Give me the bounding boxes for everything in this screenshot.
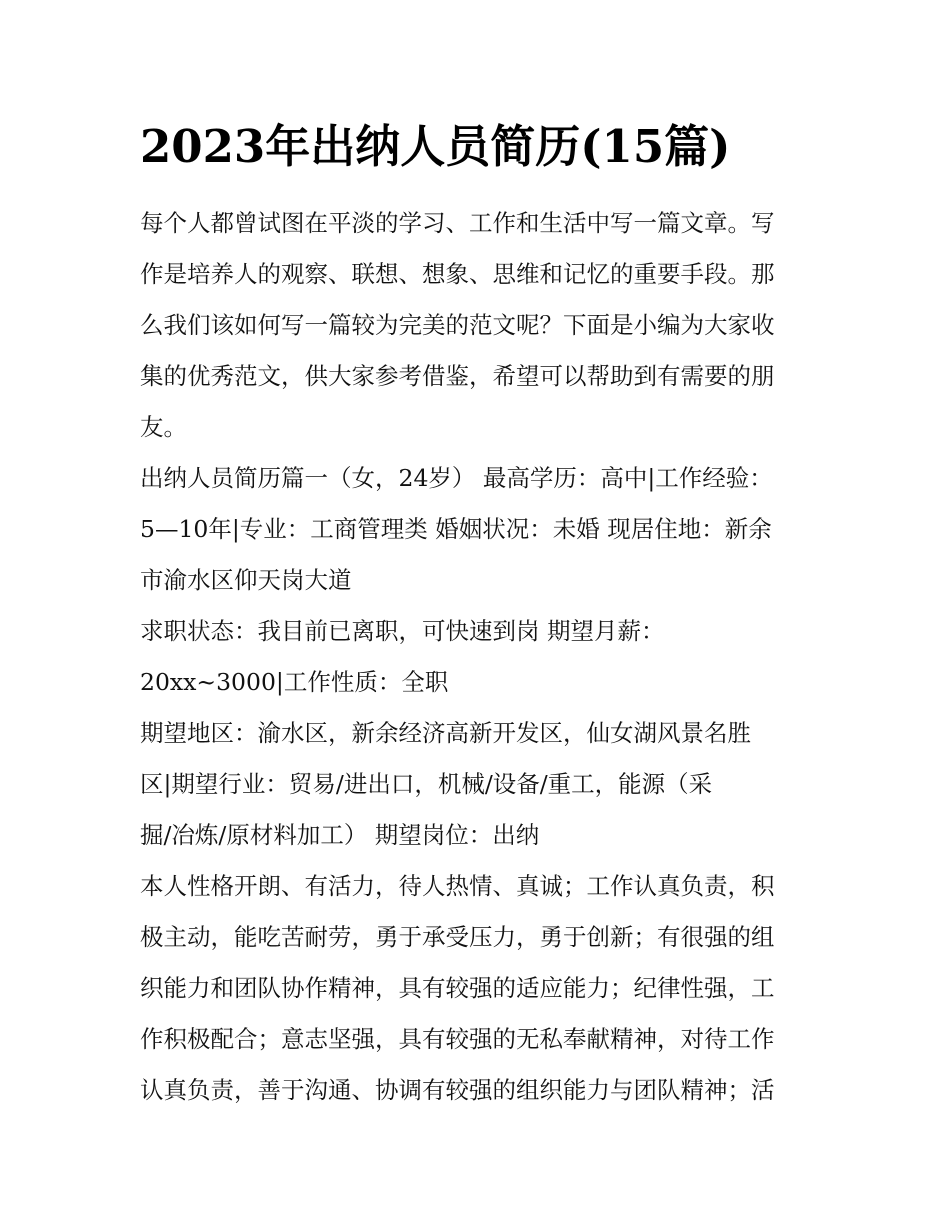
body-line: 作是培养人的观察、联想、想象、思维和记忆的重要手段。那 [140,260,775,288]
body-line: 市渝水区仰天岗大道 [140,566,352,594]
body-line: 20xx~3000|工作性质：全职 [140,668,449,696]
body-line: 极主动，能吃苦耐劳，勇于承受压力，勇于创新；有很强的组 [140,923,775,951]
body-line: 期望地区：渝水区，新余经济高新开发区，仙女湖风景名胜 [140,719,751,747]
body-line: 出纳人员简历篇一（女，24岁） 最高学历：高中|工作经验： [140,464,773,492]
body-line: 友。 [140,413,187,441]
body-line: 织能力和团队协作精神，具有较强的适应能力；纪律性强，工 [140,974,775,1002]
body-line: 本人性格开朗、有活力，待人热情、真诚；工作认真负责，积 [140,872,775,900]
document-title: 2023年出纳人员简历(15篇) [140,120,731,173]
body-line: 么我们该如何写一篇较为完美的范文呢？下面是小编为大家收 [140,311,775,339]
body-line: 作积极配合；意志坚强，具有较强的无私奉献精神，对待工作 [140,1025,775,1053]
body-line: 5—10年|专业：工商管理类 婚姻状况：未婚 现居住地：新余 [140,515,772,543]
body-line: 求职状态：我目前已离职，可快速到岗 期望月薪： [140,617,665,645]
body-line: 每个人都曾试图在平淡的学习、工作和生活中写一篇文章。写 [140,209,775,237]
body-line: 集的优秀范文，供大家参考借鉴，希望可以帮助到有需要的朋 [140,362,775,390]
body-line: 区|期望行业：贸易/进出口，机械/设备/重工，能源（采 [140,770,713,798]
body-line: 认真负责，善于沟通、协调有较强的组织能力与团队精神；活 [140,1076,775,1104]
body-line: 掘/冶炼/原材料加工） 期望岗位：出纳 [140,821,540,849]
